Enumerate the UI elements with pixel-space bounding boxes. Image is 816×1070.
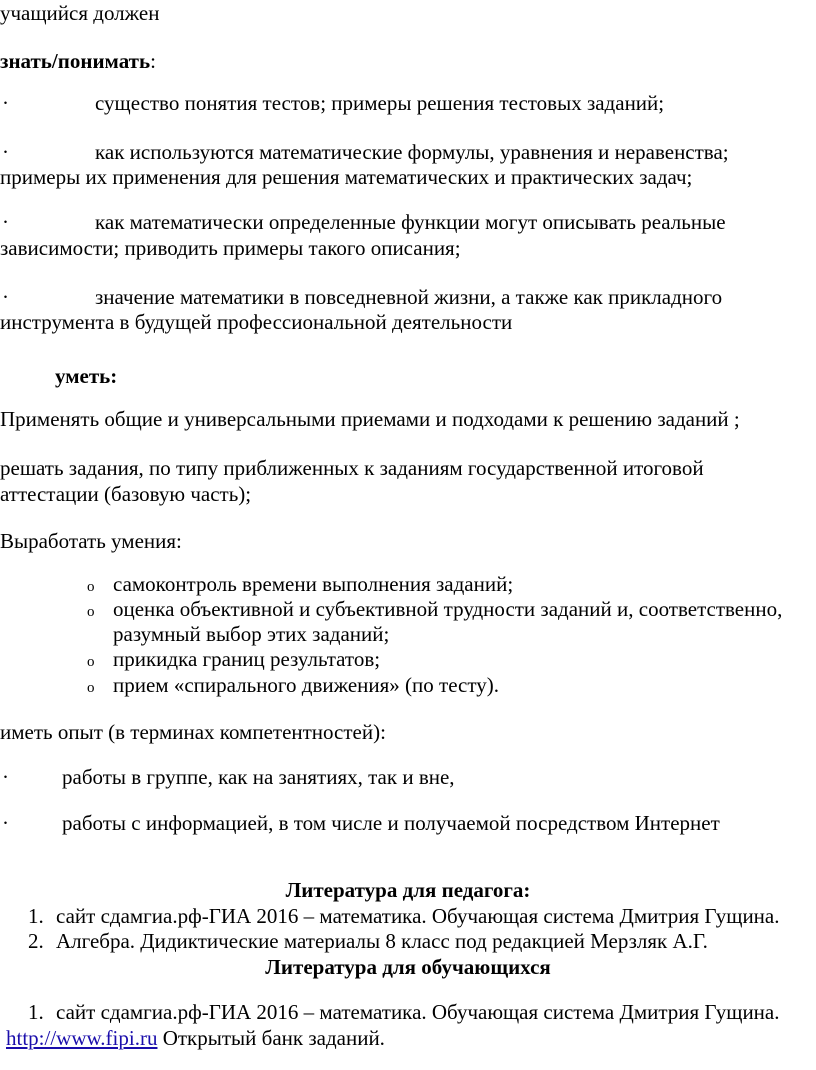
- know-item-2-text-line2: примеры их применения для решения математических и практических задач;: [0, 165, 693, 189]
- able-heading: уметь:: [55, 364, 118, 388]
- list-number: 1.: [28, 1000, 44, 1024]
- bullet-dot-icon: ·: [2, 285, 9, 309]
- bullet-dot-icon: ·: [2, 91, 9, 115]
- circle-bullet-icon: o: [87, 604, 95, 620]
- student-literature-item-1-text: сайт сдамгиа.рф-ГИА 2016 – математика. Обучающая система Дмитрия Гущина.: [56, 1000, 780, 1024]
- student-literature-heading: Литература для обучающихся: [265, 955, 551, 979]
- know-heading-label: знать/понимать: [0, 49, 151, 73]
- know-item-1-text: существо понятия тестов; примеры решения тестовых заданий;: [95, 91, 665, 115]
- solve-line-1: решать задания, по типу приближенных к заданиям государственной итоговой: [0, 456, 704, 480]
- know-item-4-text-line2: инструмента в будущей профессиональной деятельности: [0, 310, 513, 334]
- know-item-4-text-line1: значение математики в повседневной жизни, а также как прикладного: [95, 285, 723, 309]
- apply-line: Применять общие и универсальными приемами и подходами к решению заданий ;: [0, 407, 740, 431]
- list-number: 2.: [28, 929, 44, 953]
- experience-heading: иметь опыт (в терминах компетентностей):: [0, 720, 386, 744]
- experience-item-2-text: работы с информацией, в том числе и получаемой посредством Интернет: [62, 811, 720, 835]
- skill-item-2-line1: оценка объективной и субъективной трудности заданий и, соответственно,: [113, 597, 783, 621]
- know-heading-colon: :: [150, 49, 156, 73]
- circle-bullet-icon: o: [87, 680, 95, 696]
- fipi-link[interactable]: http://www.fipi.ru: [6, 1026, 158, 1050]
- intro-text: учащийся должен: [0, 1, 160, 25]
- fipi-link-row: [6, 1026, 385, 1051]
- teacher-literature-item-1-text: сайт сдамгиа.рф-ГИА 2016 – математика. Обучающая система Дмитрия Гущина.: [56, 904, 780, 928]
- bullet-dot-icon: ·: [2, 765, 9, 789]
- know-item-3-text-line2: зависимости; приводить примеры такого описания;: [0, 236, 461, 260]
- know-heading: [0, 49, 156, 74]
- experience-item-1-text: работы в группе, как на занятиях, так и вне,: [62, 765, 455, 789]
- bullet-dot-icon: ·: [2, 811, 9, 835]
- circle-bullet-icon: o: [87, 579, 95, 595]
- skill-item-1: самоконтроль времени выполнения заданий;: [113, 572, 514, 596]
- fipi-link-description: Открытый банк заданий.: [157, 1026, 385, 1050]
- circle-bullet-icon: o: [87, 654, 95, 670]
- skill-item-4: прием «спирального движения» (по тесту).: [113, 673, 500, 697]
- solve-line-2: аттестации (базовую часть);: [0, 482, 252, 506]
- skill-item-3: прикидка границ результатов;: [113, 647, 381, 671]
- teacher-literature-item-2-text: Алгебра. Дидиктические материалы 8 класс под редакцией Мерзляк А.Г.: [56, 929, 708, 953]
- develop-heading: Выработать умения:: [0, 529, 182, 553]
- list-number: 1.: [28, 904, 44, 928]
- bullet-dot-icon: ·: [2, 210, 9, 234]
- skill-item-2-line2: разумный выбор этих заданий;: [113, 622, 390, 646]
- know-item-3-text-line1: как математически определенные функции могут описывать реальные: [95, 210, 726, 234]
- teacher-literature-heading: Литература для педагога:: [285, 878, 531, 902]
- bullet-dot-icon: ·: [2, 140, 9, 164]
- know-item-2-text-line1: как используются математические формулы, уравнения и неравенства;: [95, 140, 729, 164]
